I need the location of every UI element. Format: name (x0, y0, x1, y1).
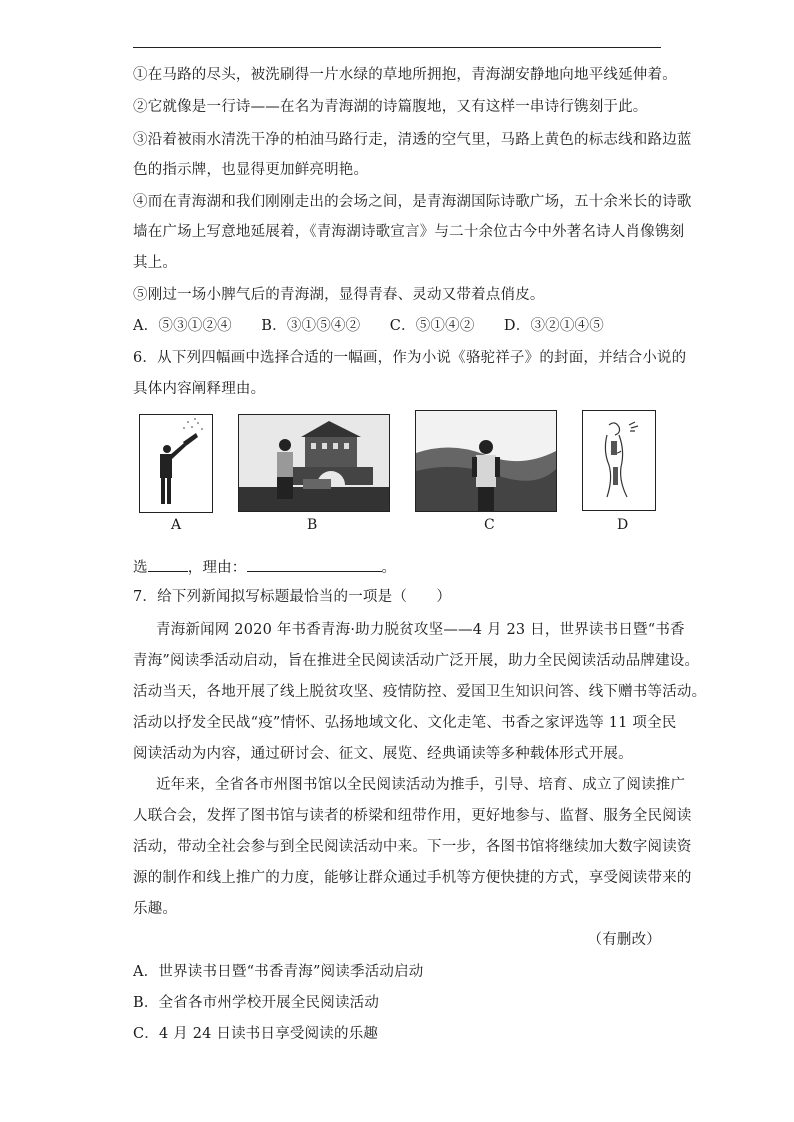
q6-answer-line (133, 557, 396, 577)
reason-blank[interactable] (247, 557, 382, 572)
city-gate-illustration (239, 415, 389, 511)
q6-stem-line-1: 6．从下列四幅画中选择合适的一幅画，作为小说《骆驼祥子》的封面，并结合小说的 (133, 350, 687, 366)
news-p1-line-2: 青海”阅读季活动启动，旨在推进全民阅读活动广泛开展，助力全民阅读活动品牌建设。 (133, 653, 700, 669)
sentence-4-line-2: 墙在广场上写意地延展着，《青海湖诗歌宣言》与二十余位古今中外著名诗人肖像镌刻 (133, 224, 685, 240)
puller-portrait-illustration (416, 411, 556, 511)
q5-options: A．⑤③①②④ B．③①⑤④② C．⑤①④② D．③②①④⑤ (133, 318, 604, 334)
sentence-1: ①在马路的尽头，被洗刷得一片水绿的草地所拥抱，青海湖安静地向地平线延伸着。 (133, 67, 677, 83)
news-p1-line-1: 青海新闻网 2020 年书香青海·助力脱贫攻坚——4 月 23 日，世界读书日暨“书香 (156, 622, 685, 638)
news-p2-line-5: 乐趣。 (133, 901, 178, 917)
caption-b: B (307, 517, 318, 533)
reason-label: ，理由： (187, 560, 247, 576)
caption-c: C (484, 517, 495, 533)
q7-option-a[interactable]: A．世界读书日暨“书香青海”阅读季活动启动 (133, 964, 424, 980)
ink-figure-illustration (583, 411, 655, 510)
q7-stem: 7．给下列新闻拟写标题最恰当的一项是（ ） (133, 589, 452, 605)
answer-choice-label: 选 (133, 560, 148, 576)
answer-end: 。 (381, 560, 397, 576)
picture-d (582, 410, 656, 511)
sentence-2: ②它就像是一行诗——在名为青海湖的诗篇腹地，又有这样一串诗行镌刻于此。 (133, 99, 648, 115)
choice-blank[interactable] (148, 557, 188, 572)
sentence-3-line-1: ③沿着被雨水清洗干净的柏油马路行走，清透的空气里，马路上黄色的标志线和路边蓝 (133, 132, 692, 148)
news-p2-line-4: 源的制作和线上推广的力度，能够让群众通过手机等方便快捷的方式，享受阅读带来的 (133, 870, 692, 886)
trumpeter-illustration (140, 415, 212, 512)
news-p2-line-2: 人联合会，发挥了图书馆与读者的桥梁和纽带作用，更好地参与、监督、服务全民阅读 (133, 808, 692, 824)
edit-note: （有删改） (587, 932, 661, 948)
news-p2-line-1: 近年来，全省各市州图书馆以全民阅读活动为推手，引导、培育、成立了阅读推广 (156, 777, 686, 793)
top-rule (133, 47, 661, 48)
sentence-3-line-2: 色的指示牌，也显得更加鲜亮明艳。 (133, 162, 369, 178)
q7-option-c[interactable]: C．4 月 24 日读书日享受阅读的乐趣 (133, 1026, 379, 1042)
picture-b (238, 414, 390, 512)
caption-a: A (171, 517, 182, 533)
news-p2-line-3: 活动，带动全社会参与到全民阅读活动中来。下一步，各图书馆将继续加大数字阅读资 (133, 839, 692, 855)
sentence-5: ⑤刚过一场小脾气后的青海湖，显得青春、灵动又带着点俏皮。 (133, 287, 545, 303)
q6-stem-line-2: 具体内容阐释理由。 (133, 381, 266, 397)
news-p1-line-3: 活动当天，各地开展了线上脱贫攻坚、疫情防控、爱国卫生知识问答、线下赠书等活动。 (133, 684, 707, 700)
news-p1-line-5: 阅读活动为内容，通过研讨会、征文、展览、经典诵读等多种载体形式开展。 (133, 746, 633, 762)
picture-a (139, 414, 213, 513)
picture-c (415, 410, 557, 512)
caption-d: D (617, 517, 629, 533)
news-p1-line-4: 活动以抒发全民战“疫”情怀、弘扬地域文化、文化走笔、书香之家评选等 11 项全民 (133, 715, 677, 731)
q7-option-b[interactable]: B．全省各市州学校开展全民阅读活动 (133, 995, 380, 1011)
sentence-4-line-1: ④而在青海湖和我们刚刚走出的会场之间，是青海湖国际诗歌广场，五十余米长的诗歌 (133, 194, 692, 210)
sentence-4-line-3: 其上。 (133, 255, 178, 271)
